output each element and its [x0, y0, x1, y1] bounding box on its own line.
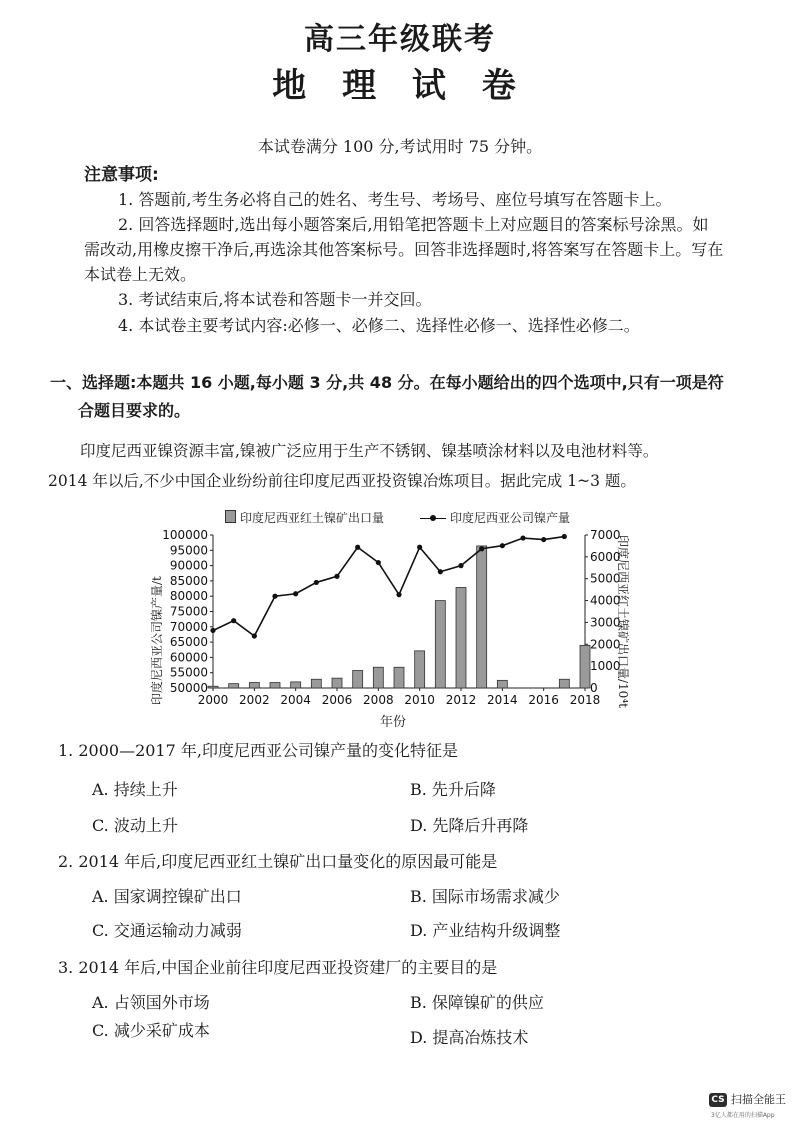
production-point	[231, 618, 236, 623]
y-right-tick-label: 4000	[590, 593, 621, 608]
watermark-subtitle: 3亿人都在用的扫描App	[711, 1112, 775, 1119]
x-tick-label: 2002	[239, 693, 270, 707]
notice-item-2: 2. 回答选择题时,选出每小题答案后,用铅笔把答题卡上对应题目的答案标号涂黑。如需改动,用橡皮擦干净后,再选涂其他答案标号。回答非选择题时,将答案写在答题卡上。写在本试卷上无效。	[84, 215, 724, 284]
export-bar	[415, 651, 425, 688]
q3-option-c: C. 减少采矿成本	[92, 1021, 210, 1040]
q3-option-d: D. 提高冶炼技术	[410, 1028, 529, 1047]
y-left-tick-label: 60000	[169, 650, 208, 665]
y-axis-right-label: 印度尼西亚红土镍矿出口量/10⁴t	[616, 535, 630, 708]
question-1-stem: 1. 2000—2017 年,印度尼西亚公司镍产量的变化特征是	[58, 741, 458, 760]
x-tick-label: 2008	[363, 693, 394, 707]
q3-option-a: A. 占领国外市场	[92, 993, 210, 1012]
production-point	[314, 580, 319, 585]
export-bar	[208, 686, 218, 688]
export-bar	[373, 667, 383, 688]
production-point	[562, 534, 567, 539]
q1-option-a: A. 持续上升	[92, 780, 178, 799]
y-left-tick-label: 100000	[162, 528, 208, 542]
notice-heading: 注意事项:	[84, 165, 159, 185]
section-line-2: 合题目要求的。	[78, 401, 191, 420]
y-right-tick-label: 0	[590, 681, 598, 695]
chart-plot	[130, 505, 650, 730]
reading-passage	[48, 436, 758, 496]
nickel-chart	[130, 505, 650, 730]
export-bar	[270, 683, 280, 688]
q1-option-b: B. 先升后降	[410, 780, 496, 799]
export-bar	[311, 679, 321, 688]
export-bar	[456, 587, 466, 688]
y-left-tick-label: 90000	[169, 558, 208, 573]
x-tick-label: 2006	[321, 693, 353, 707]
production-point	[272, 594, 277, 599]
x-tick-label: 2000	[197, 693, 229, 707]
passage-line-1: 印度尼西亚镍资源丰富,镍被广泛应用于生产不锈钢、镍基喷涂材料以及电池材料等。	[80, 442, 659, 460]
notice-item-3: 3. 考试结束后,将本试卷和答题卡一并交回。	[118, 290, 432, 309]
notice-item-4: 4. 本试卷主要考试内容:必修一、必修二、选择性必修一、选择性必修二。	[118, 316, 640, 335]
export-bar	[353, 671, 363, 688]
export-bar	[291, 682, 301, 688]
production-point	[520, 535, 525, 540]
q2-option-b: B. 国际市场需求减少	[410, 887, 560, 906]
export-bar	[229, 684, 239, 688]
y-left-tick-label: 75000	[169, 604, 208, 619]
legend-line-label: 印度尼西亚公司镍产量	[450, 511, 571, 525]
production-point	[252, 633, 257, 638]
exam-info: 本试卷满分 100 分,考试用时 75 分钟。	[257, 137, 543, 156]
q1-option-d: D. 先降后升再降	[410, 816, 529, 835]
y-left-tick-label: 70000	[169, 619, 208, 634]
production-line	[213, 537, 564, 636]
y-right-tick-label: 3000	[590, 615, 621, 630]
production-point	[355, 545, 360, 550]
x-axis-label: 年份	[380, 715, 407, 730]
scanner-watermark	[709, 1091, 793, 1121]
x-tick-label: 2012	[445, 693, 477, 707]
export-bar	[497, 680, 507, 688]
y-left-tick-label: 95000	[169, 543, 208, 558]
q3-option-b: B. 保障镍矿的供应	[410, 993, 544, 1012]
question-3-stem: 3. 2014 年后,中国企业前往印度尼西亚投资建厂的主要目的是	[58, 958, 498, 977]
q1-option-c: C. 波动上升	[92, 816, 178, 835]
y-right-tick-label: 6000	[590, 549, 621, 564]
production-point	[293, 591, 298, 596]
x-tick-label: 2016	[528, 693, 559, 707]
export-bar	[580, 645, 590, 688]
production-point	[417, 545, 422, 550]
y-right-tick-label: 1000	[590, 659, 621, 674]
section-line-1: 一、选择题:本题共 16 小题,每小题 3 分,共 48 分。在每小题给出的四个选项中,只有一项是符	[50, 373, 724, 392]
notice-item-1: 1. 答题前,考生务必将自己的姓名、考生号、考场号、座位号填写在答题卡上。	[118, 190, 672, 209]
x-tick-label: 2018	[569, 693, 601, 707]
x-tick-label: 2014	[487, 693, 518, 707]
y-axis-left-label: 印度尼西亚公司镍产量/t	[150, 576, 164, 705]
q2-option-a: A. 国家调控镍矿出口	[92, 887, 242, 906]
export-bar	[477, 546, 487, 688]
legend-bar-label: 印度尼西亚红土镍矿出口量	[240, 511, 385, 525]
y-left-tick-label: 80000	[169, 589, 208, 604]
q2-option-c: C. 交通运输动力减弱	[92, 921, 242, 940]
section-heading	[50, 369, 750, 425]
y-left-tick-label: 50000	[169, 681, 208, 695]
production-point	[210, 628, 215, 633]
watermark-name: 扫描全能王	[731, 1093, 786, 1106]
y-left-tick-label: 65000	[169, 635, 208, 650]
production-point	[396, 592, 401, 597]
production-point	[541, 537, 546, 542]
y-left-tick-label: 85000	[169, 573, 208, 588]
q2-option-d: D. 产业结构升级调整	[410, 921, 561, 940]
export-bar	[435, 601, 445, 688]
production-point	[458, 563, 463, 568]
production-point	[438, 569, 443, 574]
export-bar	[249, 683, 259, 688]
y-left-tick-label: 55000	[169, 665, 208, 680]
production-point	[500, 543, 505, 548]
subject-title: 地 理 试 卷	[272, 66, 528, 106]
y-right-tick-label: 5000	[590, 571, 621, 586]
export-bar	[332, 678, 342, 688]
passage-line-2: 2014 年以后,不少中国企业纷纷前往印度尼西亚投资镍冶炼项目。据此完成 1~3 题。	[48, 472, 636, 490]
exam-title: 高三年级联考	[304, 22, 496, 57]
production-point	[479, 546, 484, 551]
question-2-stem: 2. 2014 年后,印度尼西亚红土镍矿出口量变化的原因最可能是	[58, 852, 498, 871]
y-right-tick-label: 2000	[590, 637, 621, 652]
x-tick-label: 2004	[280, 693, 311, 707]
camscanner-logo-icon: CS	[709, 1093, 727, 1107]
export-bar	[559, 679, 569, 688]
y-right-tick-label: 7000	[590, 528, 621, 542]
production-point	[376, 560, 381, 565]
x-tick-label: 2010	[404, 693, 435, 707]
export-bar	[394, 667, 404, 688]
production-point	[334, 574, 339, 579]
